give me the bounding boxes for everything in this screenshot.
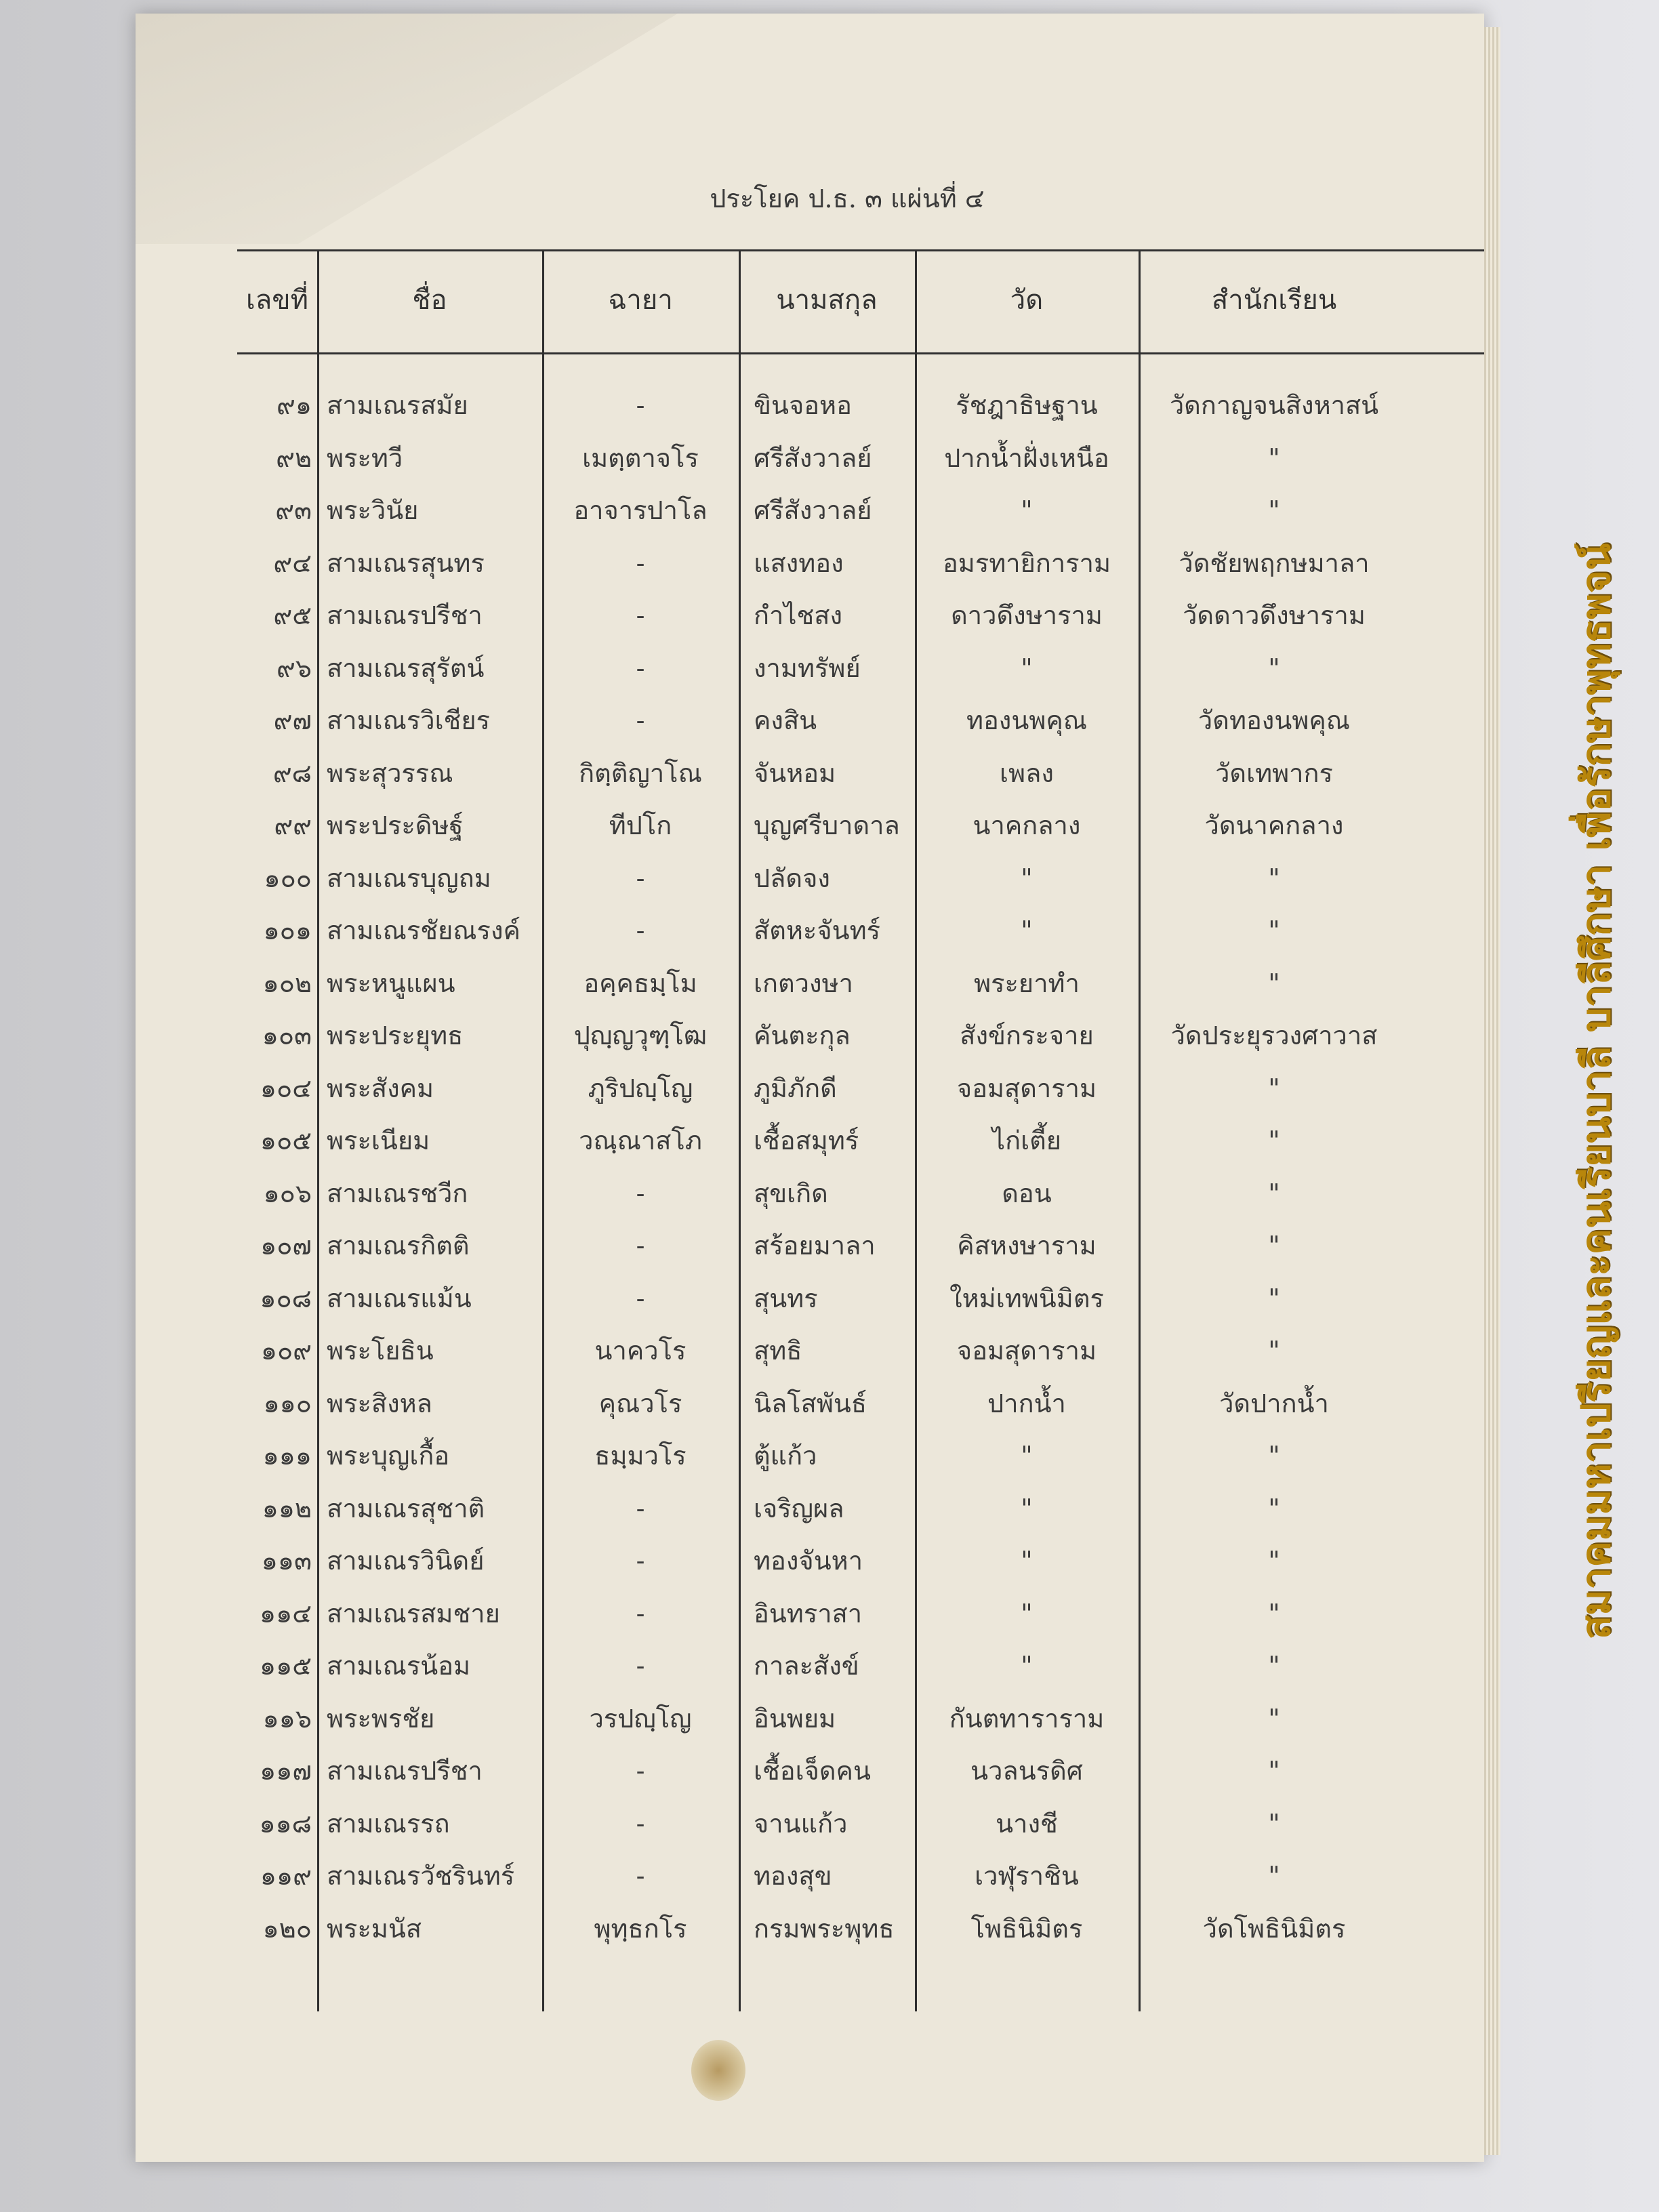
- watermark: [1559, 447, 1633, 1735]
- row-name: สามเณรสุชาติ: [327, 1493, 485, 1523]
- table-row: [237, 1168, 1484, 1219]
- folded-page-corner: [136, 14, 678, 244]
- col-header-school: สำนักเรียน: [1211, 285, 1337, 316]
- row-alias: คุณวโร: [598, 1388, 682, 1418]
- row-temple: ": [1021, 1441, 1033, 1471]
- row-school: ": [1268, 1126, 1280, 1155]
- col-header-alias: ฉายา: [608, 285, 673, 316]
- row-surname: แสงทอง: [754, 548, 844, 578]
- row-surname: ศรีสังวาลย์: [754, 495, 872, 525]
- row-name: สามเณรชวีก: [327, 1178, 468, 1208]
- row-surname: ตู้แก้ว: [754, 1441, 817, 1471]
- row-surname: เชื้อเจ็ดคน: [754, 1756, 871, 1786]
- row-school: ": [1268, 1546, 1280, 1576]
- table-row: [237, 853, 1484, 904]
- row-number: ๑๐๔: [260, 1073, 312, 1103]
- row-number: ๑๐๕: [260, 1126, 312, 1155]
- row-school: วัดประยุรวงศาวาส: [1170, 1021, 1378, 1050]
- table-row: [237, 1010, 1484, 1061]
- row-school: ": [1268, 1651, 1280, 1681]
- row-alias: -: [636, 1861, 645, 1891]
- row-name: สามเณรชัยณรงค์: [327, 916, 520, 945]
- row-surname: เกตวงษา: [754, 968, 853, 998]
- row-number: ๑๑๖: [262, 1703, 312, 1734]
- row-temple: ดาวดึงษาราม: [951, 600, 1103, 630]
- row-temple: นวลนรดิศ: [970, 1756, 1083, 1786]
- table-row: [237, 1430, 1484, 1481]
- row-temple: นางชี: [996, 1808, 1058, 1839]
- row-number: ๑๑๙: [260, 1861, 312, 1891]
- row-temple: เพลง: [1000, 758, 1054, 788]
- table-row: [237, 695, 1484, 746]
- row-temple: คิสหงษาราม: [957, 1231, 1097, 1261]
- row-name: สามเณรวินิดย์: [327, 1546, 485, 1576]
- row-school: ": [1268, 443, 1280, 473]
- col-header-temple: วัด: [1010, 285, 1044, 316]
- row-surname: จันหอม: [754, 758, 836, 788]
- table-row: [237, 1903, 1484, 1954]
- row-number: ๑๐๙: [260, 1336, 312, 1366]
- row-alias: ธมฺมวโร: [594, 1441, 687, 1471]
- row-surname: เจริญผล: [754, 1493, 844, 1523]
- table-row: [237, 905, 1484, 956]
- row-number: ๑๐๖: [263, 1178, 312, 1208]
- row-number: ๙๗: [273, 705, 312, 735]
- row-number: ๑๑๒: [262, 1493, 312, 1523]
- table-row: [237, 590, 1484, 641]
- row-number: ๑๑๐: [263, 1388, 312, 1418]
- row-school: ": [1268, 1808, 1280, 1839]
- row-temple: ": [1021, 1651, 1033, 1681]
- row-temple: สังข์กระจาย: [960, 1021, 1094, 1050]
- row-temple: ทองนพคุณ: [966, 705, 1088, 735]
- row-name: พระหนูแผน: [327, 968, 455, 998]
- row-alias: -: [636, 1651, 645, 1681]
- row-temple: ใหม่เทพนิมิตร: [949, 1283, 1104, 1313]
- row-name: สามเณรน้อม: [327, 1651, 471, 1681]
- row-temple: จอมสุดาราม: [956, 1336, 1097, 1366]
- row-school: ": [1268, 916, 1280, 945]
- row-alias: -: [636, 1493, 645, 1523]
- table-header-rule: [237, 352, 1484, 354]
- table-row: [237, 1325, 1484, 1376]
- row-temple: ": [1021, 1598, 1033, 1629]
- row-surname: กำไชสง: [754, 600, 842, 630]
- row-number: ๙๘: [272, 758, 312, 788]
- row-name: สามเณรกิตติ: [327, 1231, 470, 1261]
- row-temple: ": [1021, 916, 1033, 945]
- row-alias: เมตฺตาจโร: [582, 443, 699, 473]
- row-surname: อินทราสา: [754, 1598, 863, 1629]
- row-surname: สัตหะจันทร์: [754, 916, 881, 945]
- row-school: ": [1268, 1283, 1280, 1313]
- table-row: [237, 1798, 1484, 1849]
- row-number: ๑๑๕: [259, 1651, 312, 1681]
- row-school: ": [1268, 1703, 1280, 1734]
- row-school: วัดทองนพคุณ: [1197, 705, 1351, 735]
- row-number: ๙๑: [276, 390, 312, 420]
- col-header-number: เลขที่: [246, 285, 308, 316]
- row-name: พระพรชัย: [327, 1703, 435, 1734]
- row-alias: กิตฺติญาโณ: [579, 758, 702, 788]
- row-school: ": [1268, 1598, 1280, 1629]
- row-alias: วรปญฺโญ: [589, 1703, 692, 1734]
- row-temple: อมรทายิการาม: [942, 548, 1111, 578]
- row-surname: กรมพระพุทธ: [754, 1913, 895, 1944]
- table-row: [237, 800, 1484, 851]
- row-number: ๑๑๘: [259, 1808, 312, 1839]
- row-school: วัดนาคกลาง: [1204, 811, 1344, 840]
- row-alias: -: [636, 916, 645, 945]
- row-temple: กันตทาราราม: [949, 1703, 1105, 1734]
- col-header-name: ชื่อ: [412, 285, 447, 316]
- row-school: ": [1268, 1178, 1280, 1208]
- row-surname: บุญศรีบาดาล: [754, 811, 900, 840]
- row-alias: อาจารปาโล: [573, 495, 708, 525]
- results-table: [237, 244, 1484, 2020]
- page-header: ประโยค ป.ธ. ๓ แผ่นที่ ๔: [710, 184, 985, 213]
- row-name: พระโยธิน: [327, 1336, 434, 1366]
- row-school: ": [1268, 1073, 1280, 1103]
- row-name: สามเณรวิเชียร: [327, 705, 491, 735]
- row-alias: -: [636, 1546, 645, 1576]
- row-alias: -: [636, 1598, 645, 1629]
- row-surname: เชื้อสมุทร์: [754, 1126, 859, 1155]
- row-surname: ทองจันหา: [754, 1546, 863, 1576]
- row-number: ๙๓: [275, 495, 312, 525]
- row-temple: โพธินิมิตร: [970, 1913, 1083, 1944]
- row-school: วัดเทพากร: [1215, 758, 1333, 788]
- row-school: ": [1268, 863, 1280, 893]
- row-alias: -: [636, 1178, 645, 1208]
- row-name: พระประยุทธ: [327, 1021, 464, 1050]
- table-row: [237, 1063, 1484, 1114]
- row-surname: อินพยม: [754, 1703, 836, 1734]
- row-number: ๑๐๓: [262, 1021, 312, 1050]
- row-surname: ภูมิภักดี: [754, 1073, 837, 1103]
- table-row: [237, 1273, 1484, 1324]
- row-number: ๑๐๐: [264, 863, 312, 893]
- row-temple: พระยาทำ: [974, 968, 1080, 998]
- row-name: พระสุวรรณ: [327, 758, 453, 788]
- row-alias: ทีปโก: [609, 811, 672, 840]
- table-row: [237, 747, 1484, 799]
- row-alias: -: [636, 705, 645, 735]
- row-number: ๙๙: [274, 811, 312, 840]
- row-name: สามเณรปรีชา: [327, 1756, 483, 1786]
- row-school: ": [1268, 1861, 1280, 1891]
- row-name: พระประดิษฐ์: [327, 811, 464, 840]
- row-name: พระสังคม: [327, 1073, 434, 1103]
- row-name: สามเณรปรีชา: [327, 600, 483, 630]
- row-school: ": [1268, 1756, 1280, 1786]
- row-temple: ": [1021, 863, 1033, 893]
- row-alias: -: [636, 863, 645, 893]
- table-row: [237, 1693, 1484, 1744]
- row-surname: งามทรัพย์: [754, 653, 861, 683]
- row-surname: ปลัดจง: [754, 863, 830, 893]
- row-name: สามเณรวัชรินทร์: [327, 1861, 515, 1891]
- row-surname: ทองสุข: [754, 1861, 832, 1891]
- row-school: ": [1268, 1336, 1280, 1366]
- row-temple: ": [1021, 653, 1033, 683]
- table-row: [237, 1588, 1484, 1639]
- table-row: [237, 380, 1484, 431]
- table-row: [237, 1850, 1484, 1902]
- row-number: ๙๖: [276, 653, 312, 683]
- row-number: ๙๔: [273, 548, 312, 578]
- row-temple: ปากน้ำ: [987, 1388, 1066, 1418]
- table-row: [237, 1535, 1484, 1586]
- row-alias: พุทฺธกโร: [594, 1913, 687, 1944]
- row-name: สามเณรสุรัตน์: [327, 653, 485, 683]
- row-surname: สุขเกิด: [754, 1178, 828, 1208]
- row-school: วัดดาวดึงษาราม: [1183, 600, 1366, 630]
- row-number: ๑๐๗: [260, 1231, 312, 1261]
- row-alias: -: [636, 390, 645, 420]
- row-temple: ": [1021, 1493, 1033, 1523]
- page-stack-edge: [1484, 27, 1500, 2155]
- row-surname: ขินจอหอ: [754, 390, 852, 420]
- row-school: วัดปากน้ำ: [1219, 1388, 1329, 1418]
- row-name: สามเณรแม้น: [327, 1283, 472, 1313]
- row-surname: สร้อยมาลา: [754, 1231, 876, 1261]
- row-school: ": [1268, 1493, 1280, 1523]
- row-alias: อคฺคธมฺโม: [583, 968, 697, 998]
- row-school: วัดโพธินิมิตร: [1202, 1913, 1346, 1944]
- row-temple: ": [1021, 1546, 1033, 1576]
- row-surname: จานแก้ว: [754, 1808, 848, 1839]
- row-name: สามเณรรถ: [327, 1808, 450, 1839]
- row-surname: สุนทร: [754, 1283, 818, 1313]
- row-temple: เวฬุราชิน: [975, 1861, 1079, 1891]
- table-row: [237, 432, 1484, 484]
- row-school: ": [1268, 1231, 1280, 1261]
- row-school: ": [1268, 653, 1280, 683]
- table-row: [237, 1640, 1484, 1692]
- row-surname: นิลโสพันธ์: [754, 1388, 867, 1418]
- row-temple: ": [1021, 495, 1033, 525]
- row-name: พระบุญเกื้อ: [327, 1441, 450, 1471]
- row-number: ๑๐๒: [262, 968, 312, 998]
- table-row: [237, 958, 1484, 1009]
- row-surname: สุทธิ: [754, 1336, 802, 1366]
- paper-stain: [691, 2040, 745, 2101]
- row-number: ๑๒๐: [262, 1913, 312, 1944]
- row-name: สามเณรสมชาย: [327, 1598, 500, 1629]
- row-temple: ปากน้ำฝั่งเหนือ: [944, 443, 1109, 473]
- table-row: [237, 537, 1484, 589]
- row-number: ๑๐๘: [260, 1283, 312, 1313]
- row-alias: -: [636, 1808, 645, 1839]
- row-number: ๙๒: [276, 443, 312, 473]
- row-school: วัดชัยพฤกษมาลา: [1179, 548, 1370, 578]
- row-name: สามเณรบุญถม: [327, 863, 491, 893]
- row-temple: จอมสุดาราม: [956, 1073, 1097, 1103]
- table-row: [237, 485, 1484, 536]
- row-temple: นาคกลาง: [972, 811, 1081, 840]
- table-row: [237, 1115, 1484, 1166]
- watermark-text: สมาคมมหาเปรียญและคนเรียนบาลี บาลีศึกษา เพื่อรักษาพุทธพจน์: [1573, 543, 1620, 1639]
- table-row: [237, 1220, 1484, 1271]
- row-alias: วณฺณาสโภ: [579, 1126, 702, 1155]
- row-number: ๑๑๑: [262, 1441, 312, 1471]
- table-row: [237, 642, 1484, 694]
- table-row: [237, 1378, 1484, 1429]
- table-row: [237, 1745, 1484, 1797]
- row-name: พระสิงหล: [327, 1388, 432, 1418]
- row-school: วัดกาญจนสิงหาสน์: [1169, 390, 1379, 420]
- row-temple: ดอน: [1002, 1178, 1052, 1208]
- row-alias: -: [636, 1283, 645, 1313]
- row-name: พระวินัย: [327, 495, 419, 525]
- row-name: พระทวี: [327, 443, 403, 473]
- row-name: สามเณรสุนทร: [327, 548, 485, 578]
- row-alias: -: [636, 1231, 645, 1261]
- col-header-surname: นามสกุล: [776, 285, 878, 316]
- row-number: ๑๐๑: [263, 916, 312, 945]
- row-alias: นาควโร: [594, 1336, 687, 1366]
- table-row: [237, 1483, 1484, 1534]
- row-name: พระเนียม: [327, 1126, 430, 1155]
- row-surname: คงสิน: [754, 705, 817, 735]
- row-alias: ภูริปญฺโญ: [588, 1073, 693, 1103]
- row-surname: ศรีสังวาลย์: [754, 443, 872, 473]
- row-alias: ปุญฺญวุฑฺโฒ: [573, 1021, 708, 1050]
- table-top-rule: [237, 249, 1484, 251]
- row-alias: -: [636, 548, 645, 578]
- row-name: พระมนัส: [327, 1913, 422, 1944]
- row-name: สามเณรสมัย: [327, 390, 468, 420]
- row-number: ๙๕: [273, 600, 312, 630]
- row-alias: -: [636, 653, 645, 683]
- row-temple: ไก่เตี้ย: [991, 1126, 1062, 1155]
- row-number: ๑๑๗: [260, 1756, 312, 1786]
- row-number: ๑๑๔: [259, 1598, 312, 1629]
- row-school: ": [1268, 1441, 1280, 1471]
- row-school: ": [1268, 968, 1280, 998]
- row-school: ": [1268, 495, 1280, 525]
- row-surname: คันตะกุล: [754, 1021, 851, 1050]
- row-temple: รัชฎาธิษฐาน: [956, 390, 1098, 420]
- row-surname: กาละสังข์: [754, 1651, 859, 1681]
- row-number: ๑๑๓: [261, 1546, 312, 1576]
- row-alias: -: [636, 600, 645, 630]
- row-alias: -: [636, 1756, 645, 1786]
